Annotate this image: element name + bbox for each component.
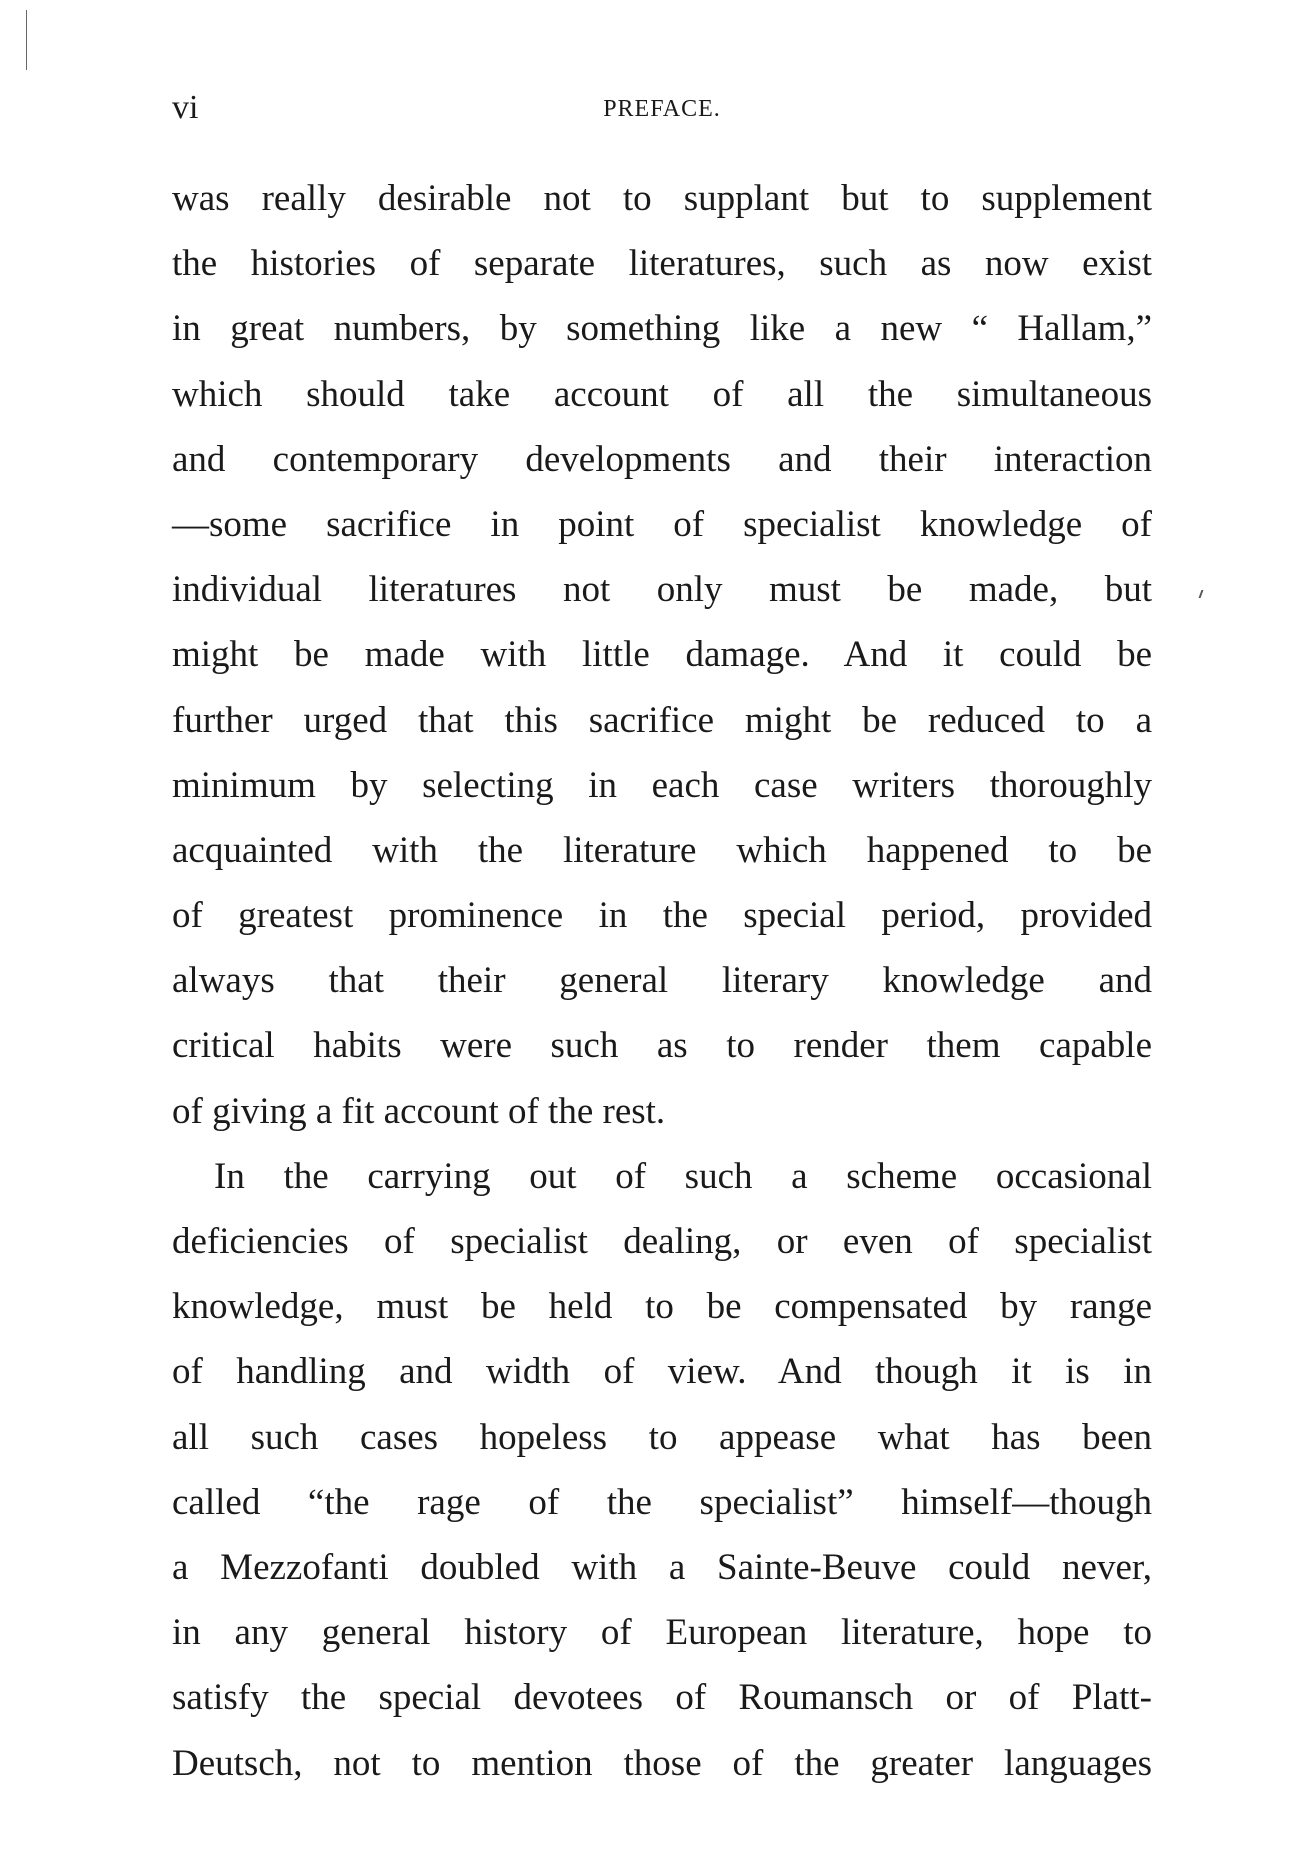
text-line: all such cases hopeless to appease what has been — [172, 1416, 1152, 1458]
header-title: PREFACE. — [603, 96, 721, 122]
text-line: Deutsch, not to mention those of the greater languages — [172, 1742, 1152, 1784]
text-line: was really desirable not to supplant but to supplement — [172, 178, 1152, 219]
text-line: acquainted with the literature which happened to be — [172, 829, 1152, 871]
text-line: which should take account of all the simultaneous — [172, 373, 1152, 415]
text-line: might be made with little damage. And it could be — [172, 634, 1152, 676]
running-head — [172, 88, 1152, 128]
paragraph-1 — [172, 166, 1152, 1144]
page-edge-mark — [26, 10, 27, 70]
text-line: the histories of separate literatures, such as now exist — [172, 243, 1152, 285]
text-line: in any general history of European literature, hope to — [172, 1612, 1152, 1654]
text-line: a Mezzofanti doubled with a Sainte-Beuve could never, — [172, 1546, 1152, 1588]
text-line: always that their general literary knowledge and — [172, 960, 1152, 1002]
text-line: called “the rage of the specialist” himself—though — [172, 1481, 1152, 1523]
text-line: individual literatures not only must be made, but — [172, 569, 1152, 611]
text-line: satisfy the special devotees of Roumansch or of Platt- — [172, 1677, 1152, 1719]
text-line: In the carrying out of such a scheme occasional — [214, 1155, 1152, 1197]
text-line: critical habits were such as to render them capable — [172, 1025, 1152, 1067]
text-line: further urged that this sacrifice might be reduced to a — [172, 699, 1152, 741]
body-text — [172, 166, 1152, 1796]
text-line: deficiencies of specialist dealing, or even of specialist — [172, 1221, 1152, 1262]
text-line: —some sacrifice in point of specialist knowledge of — [172, 503, 1152, 545]
stray-ink-mark — [1199, 590, 1204, 598]
paragraph-2 — [172, 1144, 1152, 1796]
text-line: of handling and width of view. And though it is in — [172, 1351, 1152, 1393]
text-line: minimum by selecting in each case writers thoroughly — [172, 764, 1152, 806]
page-number: vi — [172, 89, 199, 126]
text-line: of giving a fit account of the rest. — [172, 1090, 666, 1132]
text-line: of greatest prominence in the special period, provided — [172, 895, 1152, 937]
text-line: in great numbers, by something like a new “ Hallam,” — [172, 308, 1152, 350]
text-line: knowledge, must be held to be compensated by range — [172, 1286, 1152, 1328]
text-line: and contemporary developments and their interaction — [172, 438, 1152, 480]
